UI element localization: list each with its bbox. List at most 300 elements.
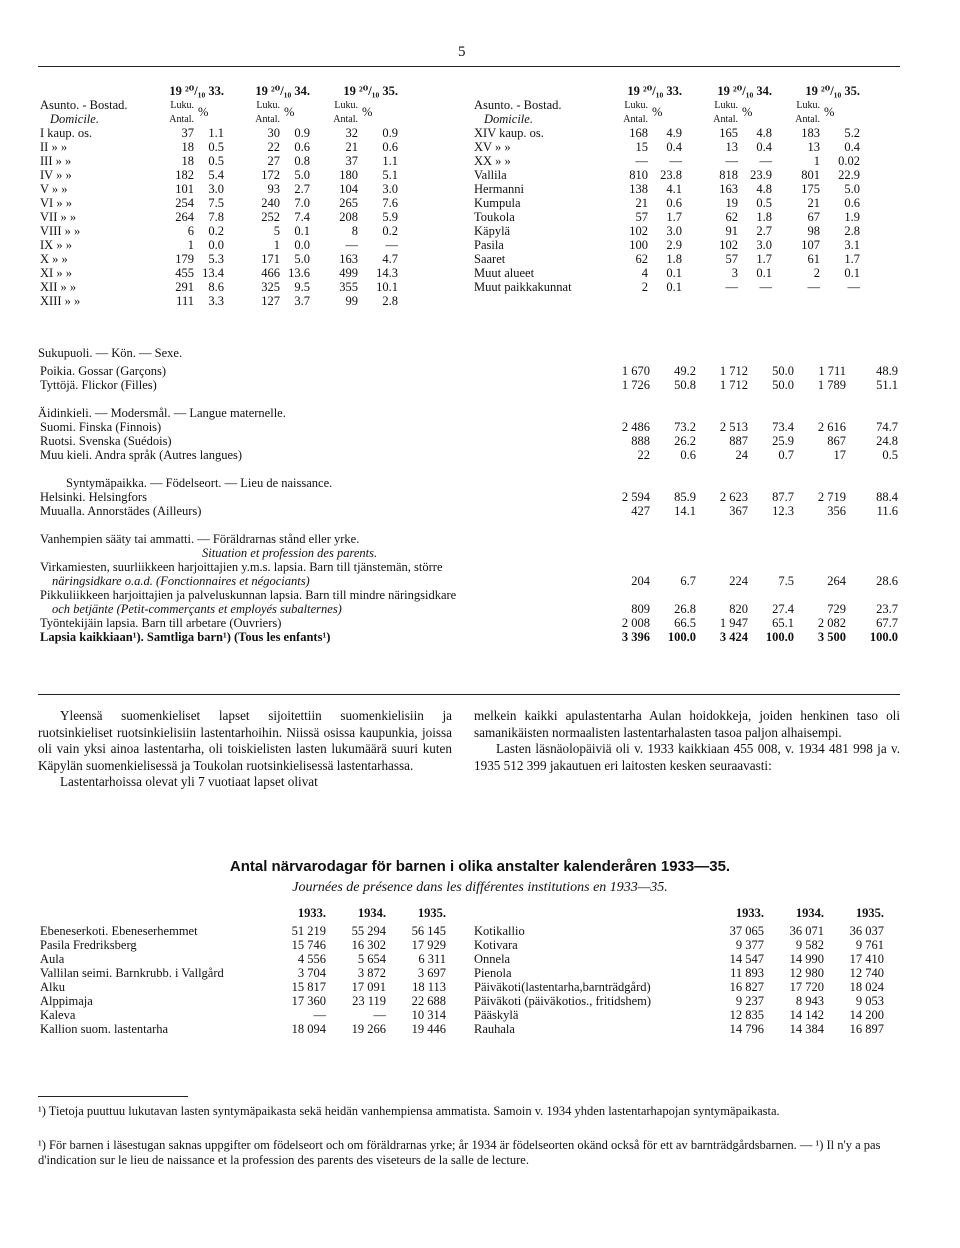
cell-value: 0.6 — [844, 196, 860, 210]
row-label: Alppimaja — [40, 994, 93, 1008]
cell-value: 17 091 — [351, 980, 386, 994]
cell-value: 2 008 — [621, 616, 650, 630]
cell-value: — — [847, 280, 860, 294]
cell-value: 16 827 — [729, 980, 764, 994]
cell-value: 11.6 — [876, 504, 898, 518]
cell-value: 355 — [339, 280, 358, 294]
cell-value: 13 — [725, 140, 738, 154]
cell-value: 21 — [345, 140, 358, 154]
cell-value: 5.9 — [382, 210, 398, 224]
row-label: XI » » — [40, 266, 72, 280]
table-row — [38, 196, 400, 210]
cell-value: — — [759, 154, 772, 168]
row-label: II » » — [40, 140, 68, 154]
cell-value: 499 — [339, 266, 358, 280]
cell-value: 5.4 — [208, 168, 224, 182]
cell-value: 801 — [801, 168, 820, 182]
footnote-2 — [38, 1138, 900, 1168]
row-label: Tyttöjä. Flickor (Filles) — [40, 378, 157, 392]
cell-value: 50.0 — [772, 364, 794, 378]
footnote-2-text: ¹) För barnen i läsestugan saknas uppgifter om födelseort och om föräldrarnas yrke; år 1934 är födelseorten okänd också för ett av barnträdgårdsbarnen. — ¹) Il n'y a pas d'indication sur le lieu de naissance et la profession des parents des viseteurs de la salle de lecture. — [38, 1138, 881, 1167]
cell-value: 179 — [175, 252, 194, 266]
section-subtitle: Situation et profession des parents. — [202, 546, 378, 560]
cell-value: 24.8 — [876, 434, 898, 448]
cell-value: 73.4 — [772, 420, 794, 434]
table-row — [38, 924, 448, 938]
cell-value: 100.0 — [869, 630, 898, 644]
cell-value: 818 — [719, 168, 738, 182]
cell-value: 0.7 — [778, 448, 794, 462]
cell-value: 3 697 — [417, 966, 446, 980]
table-row — [38, 238, 400, 252]
row-label: Työntekijäin lapsia. Barn till arbetare (Ouvriers) — [40, 616, 282, 630]
cell-value: 12 835 — [729, 1008, 764, 1022]
table-row — [38, 1022, 448, 1036]
row-label: Pienola — [474, 966, 512, 980]
cell-value: — — [725, 154, 738, 168]
cell-value: — — [373, 1008, 386, 1022]
table-row — [38, 630, 900, 644]
cell-value: 48.9 — [876, 364, 898, 378]
cell-value: 73.2 — [674, 420, 696, 434]
table-row — [38, 1008, 448, 1022]
cell-value: 2 082 — [817, 616, 846, 630]
section-title: Äidinkieli. — Modersmål. — Langue maternelle. — [38, 406, 286, 420]
cell-value: 0.8 — [294, 154, 310, 168]
cell-value: 24 — [735, 448, 748, 462]
cell-value: 291 — [175, 280, 194, 294]
table-row — [38, 378, 900, 392]
cell-value: 2.9 — [666, 238, 682, 252]
cell-value: 14 384 — [789, 1022, 824, 1036]
top-rule — [38, 66, 900, 67]
footnote-1: ¹) Tietoja puuttuu lukutavan lasten syntymäpaikasta sekä heidän vanhempiensa ammatista. Samoin v. 1934 yhden lastentarhapojan syntymäpaikasta. — [38, 1104, 780, 1118]
summary-sections — [38, 346, 900, 644]
cell-value: 427 — [631, 504, 650, 518]
row-label: Toukola — [474, 210, 515, 224]
cell-value: 2.7 — [294, 182, 310, 196]
cell-value: 356 — [827, 504, 846, 518]
cell-value: 14.3 — [376, 266, 398, 280]
row-label: Käpylä — [474, 224, 511, 238]
table-row — [38, 168, 400, 182]
table-row — [38, 448, 900, 462]
cell-value: 4.1 — [666, 182, 682, 196]
cell-value: 264 — [175, 210, 194, 224]
cell-value: 102 — [719, 238, 738, 252]
cell-value: 3 704 — [297, 966, 326, 980]
year-header: 19 ²⁰/₁₀ 34. — [717, 84, 772, 98]
row-label: XV » » — [474, 140, 511, 154]
cell-value: 1.7 — [666, 210, 682, 224]
year-header: 19 ²⁰/₁₀ 33. — [169, 84, 224, 98]
row-label: Kaleva — [40, 1008, 76, 1022]
cell-value: 810 — [629, 168, 648, 182]
text-column-left — [38, 708, 452, 791]
cell-value: 22 — [637, 448, 650, 462]
attendance-subtitle: Journées de présence dans les différentes institutions en 1933—35. — [292, 880, 668, 895]
cell-value: 93 — [267, 182, 280, 196]
cell-value: 4.9 — [666, 126, 682, 140]
table-row — [472, 140, 862, 154]
cell-value: 23 119 — [352, 994, 386, 1008]
cell-value: 9 761 — [855, 938, 884, 952]
row-label: VI » » — [40, 196, 72, 210]
cell-value: 204 — [631, 574, 650, 588]
cell-value: 91 — [725, 224, 738, 238]
cell-value: — — [669, 154, 682, 168]
cell-value: 18 094 — [291, 1022, 326, 1036]
cell-value: 9.5 — [294, 280, 310, 294]
cell-value: 7.0 — [294, 196, 310, 210]
table-row — [472, 1008, 886, 1022]
row-label: Rauhala — [474, 1022, 515, 1036]
cell-value: — — [759, 280, 772, 294]
cell-value: 30 — [267, 126, 280, 140]
cell-value: 2.8 — [844, 224, 860, 238]
cell-value: 5 654 — [357, 952, 386, 966]
cell-value: 0.5 — [756, 196, 772, 210]
year-header: 19 ²⁰/₁₀ 35. — [343, 84, 398, 98]
year-header: 1933. — [297, 906, 326, 920]
column-label-fr: Domicile. — [484, 112, 533, 126]
cell-value: 1.7 — [756, 252, 772, 266]
row-label-cont: näringsidkare o.a.d. (Fonctionnaires et négociants) — [52, 574, 310, 588]
cell-value: 8 943 — [795, 994, 824, 1008]
cell-value: 127 — [261, 294, 280, 308]
cell-value: 17 360 — [291, 994, 326, 1008]
cell-value: 7.5 — [208, 196, 224, 210]
row-label: Kotivara — [474, 938, 518, 952]
cell-value: 2.8 — [382, 294, 398, 308]
cell-value: 4.8 — [756, 126, 772, 140]
cell-value: 85.9 — [674, 490, 696, 504]
cell-value: 12 980 — [789, 966, 824, 980]
row-label: Kotikallio — [474, 924, 525, 938]
cell-value: 1.9 — [844, 210, 860, 224]
cell-value: 4.8 — [756, 182, 772, 196]
text-column-right — [474, 708, 900, 774]
row-label: XIII » » — [40, 294, 81, 308]
year-header: 1933. — [735, 906, 764, 920]
cell-value: 1.1 — [208, 126, 224, 140]
cell-value: 74.7 — [876, 420, 898, 434]
table-row — [38, 126, 400, 140]
cell-value: 14 142 — [789, 1008, 824, 1022]
row-label: XX » » — [474, 154, 511, 168]
row-label: Pääskylä — [474, 1008, 519, 1022]
cell-value: 25.9 — [772, 434, 794, 448]
table-row — [472, 924, 886, 938]
table-row — [38, 434, 900, 448]
section-title: Vanhempien sääty tai ammatti. — Föräldrarnas stånd eller yrke. — [40, 532, 360, 546]
row-label: III » » — [40, 154, 72, 168]
cell-value: 9 377 — [735, 938, 764, 952]
cell-value: 14 547 — [729, 952, 764, 966]
table-row — [38, 504, 900, 518]
attendance-title: Antal närvarodagar för barnen i olika anstalter kalenderåren 1933—35. — [229, 858, 731, 875]
cell-value: 820 — [729, 602, 748, 616]
cell-value: 88.4 — [876, 490, 898, 504]
cell-value: 5.1 — [382, 168, 398, 182]
cell-value: 26.8 — [674, 602, 696, 616]
cell-value: 0.4 — [844, 140, 860, 154]
section-rule — [38, 694, 900, 695]
cell-value: 168 — [629, 126, 648, 140]
cell-value: — — [807, 280, 820, 294]
cell-value: 107 — [801, 238, 820, 252]
cell-value: 252 — [261, 210, 280, 224]
cell-value: 0.2 — [382, 224, 398, 238]
table-row — [472, 1022, 886, 1036]
cell-value: 2 — [813, 266, 820, 280]
table-row — [38, 140, 400, 154]
row-label: Vallila — [474, 168, 507, 182]
cell-value: 9 237 — [735, 994, 764, 1008]
cell-value: 57 — [725, 252, 738, 266]
section-title: Sukupuoli. — Kön. — Sexe. — [38, 346, 183, 360]
cell-value: 2 594 — [621, 490, 650, 504]
table-row — [38, 490, 900, 504]
year-header: 19 ²⁰/₁₀ 34. — [255, 84, 310, 98]
cell-value: 0.02 — [838, 154, 860, 168]
row-label: Helsinki. Helsingfors — [40, 490, 147, 504]
cell-value: 32 — [345, 126, 358, 140]
row-label: X » » — [40, 252, 68, 266]
cell-value: 51 219 — [291, 924, 326, 938]
cell-value: 0.1 — [666, 266, 682, 280]
cell-value: 367 — [729, 504, 748, 518]
cell-value: 7.8 — [208, 210, 224, 224]
cell-value: 12.3 — [772, 504, 794, 518]
cell-value: 7.4 — [294, 210, 310, 224]
cell-value: 65.1 — [772, 616, 794, 630]
cell-value: 57 — [635, 210, 648, 224]
cell-value: 9 053 — [855, 994, 884, 1008]
cell-value: 87.7 — [772, 490, 794, 504]
cell-value: 100.0 — [667, 630, 696, 644]
cell-value: 3.1 — [844, 238, 860, 252]
cell-value: — — [345, 238, 358, 252]
row-label: VIII » » — [40, 224, 81, 238]
row-label: Aula — [40, 952, 65, 966]
page-number: 5 — [458, 44, 466, 60]
table-row — [38, 980, 448, 994]
cell-value: 3.3 — [208, 294, 224, 308]
cell-value: 172 — [261, 168, 280, 182]
cell-value: 2 — [641, 280, 648, 294]
cell-value: 3.0 — [666, 224, 682, 238]
row-label: Virkamiesten, suurliikkeen harjoittajien y.m.s. lapsia. Barn till tjänstemän, större — [40, 560, 443, 574]
table-row — [38, 602, 900, 616]
cell-value: 6 311 — [418, 952, 446, 966]
row-label: Päiväkoti (päiväkotios., fritidshem) — [474, 994, 652, 1008]
cell-value: 67 — [807, 210, 820, 224]
year-header: 1934. — [795, 906, 824, 920]
cell-value: 5 — [273, 224, 280, 238]
table-row — [38, 266, 400, 280]
cell-value: 62 — [725, 210, 738, 224]
cell-value: 62 — [635, 252, 648, 266]
table-row — [472, 238, 862, 252]
cell-value: 729 — [827, 602, 846, 616]
cell-value: 101 — [175, 182, 194, 196]
cell-value: 5.0 — [844, 182, 860, 196]
footnote-rule — [38, 1096, 188, 1097]
cell-value: 9 582 — [795, 938, 824, 952]
cell-value: 8 — [351, 224, 358, 238]
cell-value: 163 — [719, 182, 738, 196]
row-label: I kaup. os. — [40, 126, 93, 140]
table-row — [38, 616, 900, 630]
cell-value: 5.3 — [208, 252, 224, 266]
paragraph: melkein kaikki apulastentarha Aulan hoidokkeja, joiden henkinen taso oli samanikäisten normaalisten lastentarhalasten tasoa paljon alhaisempi. — [474, 708, 900, 740]
cell-value: 27.4 — [772, 602, 794, 616]
year-header: 19 ²⁰/₁₀ 35. — [805, 84, 860, 98]
cell-value: 22 — [267, 140, 280, 154]
cell-value: 5.2 — [844, 126, 860, 140]
cell-value: 14 200 — [849, 1008, 884, 1022]
cell-value: 17 410 — [849, 952, 884, 966]
cell-value: 102 — [629, 224, 648, 238]
cell-value: 2 513 — [719, 420, 748, 434]
cell-value: 2 486 — [621, 420, 650, 434]
year-header: 19 ²⁰/₁₀ 33. — [627, 84, 682, 98]
cell-value: 3.0 — [382, 182, 398, 196]
cell-value: 3 — [731, 266, 738, 280]
attendance-table-left — [38, 906, 448, 1036]
row-label: Saaret — [474, 252, 506, 266]
cell-value: 1 947 — [719, 616, 748, 630]
cell-value: 7.6 — [382, 196, 398, 210]
year-header: 1935. — [855, 906, 884, 920]
cell-value: 8.6 — [208, 280, 224, 294]
cell-value: 99 — [345, 294, 358, 308]
cell-value: 0.5 — [882, 448, 898, 462]
cell-value: 0.6 — [294, 140, 310, 154]
table-row — [38, 252, 400, 266]
cell-value: — — [385, 238, 398, 252]
cell-value: 10.1 — [376, 280, 398, 294]
paragraph: Lasten läsnäolopäiviä oli v. 1933 kaikkiaan 455 008, v. 1934 481 998 ja v. 1935 512 399 jakautuen eri laitosten kesken seuraavasti: — [474, 741, 900, 773]
row-label: XIV kaup. os. — [474, 126, 544, 140]
table-row — [472, 126, 862, 140]
table-row — [38, 280, 400, 294]
cell-value: 163 — [339, 252, 358, 266]
table-row — [472, 266, 862, 280]
table-row — [472, 952, 886, 966]
row-label: Muut paikkakunnat — [474, 280, 572, 294]
cell-value: 2.7 — [756, 224, 772, 238]
column-label: Asunto. - Bostad. — [40, 98, 128, 112]
cell-value: 0.0 — [208, 238, 224, 252]
cell-value: 183 — [801, 126, 820, 140]
cell-value: 17 — [833, 448, 846, 462]
cell-value: — — [725, 280, 738, 294]
cell-value: 6 — [187, 224, 194, 238]
cell-value: 13.6 — [288, 266, 310, 280]
cell-value: 3 424 — [719, 630, 748, 644]
table-row — [472, 252, 862, 266]
row-label: Alku — [40, 980, 65, 994]
table-row — [472, 182, 862, 196]
cell-value: 15 817 — [291, 980, 326, 994]
cell-value: 67.7 — [876, 616, 898, 630]
cell-value: 4.7 — [382, 252, 398, 266]
cell-value: 175 — [801, 182, 820, 196]
cell-value: 19 266 — [351, 1022, 386, 1036]
cell-value: 15 746 — [291, 938, 326, 952]
cell-value: 0.9 — [382, 126, 398, 140]
row-label: Muu kieli. Andra språk (Autres langues) — [40, 448, 243, 462]
cell-value: 16 897 — [849, 1022, 884, 1036]
row-label: Poikia. Gossar (Garçons) — [40, 364, 167, 378]
cell-value: 182 — [175, 168, 194, 182]
cell-value: 887 — [729, 434, 748, 448]
table-row — [38, 994, 448, 1008]
row-label: Ruotsi. Svenska (Suédois) — [40, 434, 172, 448]
cell-value: 1.8 — [756, 210, 772, 224]
section-title: Syntymäpaikka. — Födelseort. — Lieu de naissance. — [66, 476, 333, 490]
cell-value: 27 — [267, 154, 280, 168]
table-row — [472, 168, 862, 182]
cell-value: 1.1 — [382, 154, 398, 168]
row-label: Päiväkoti(lastentarha,barnträdgård) — [474, 980, 651, 994]
year-header: 1935. — [417, 906, 446, 920]
cell-value: 100 — [629, 238, 648, 252]
cell-value: 55 294 — [351, 924, 386, 938]
district-table-right: 19 ²⁰/₁₀ 33. 19 ²⁰/₁₀ 34. 19 ²⁰/₁₀ 35. Asunto. - Bostad. Luku. % Luku. % Luku. % Domicile. Antal. Antal. Antal. XIV kaup. os. 168 4.9 165 4.8 183 5.2 XV » » 15 0.4 13 0.4 13 0.4 XX » » — — — — 1 0.02 Vallila 810 23.8 818 23.9 801 22.9 Hermanni 138 4.1 163 4.8 175 5.0 Kumpula 21 0.6 19 0.5 21 0.6 Toukola 57 1.7 62 1.8 67 1.9 Käpylä 102 3.0 91 2.7 98 2.8 Pasila 100 2.9 102 3.0 107 3.1 Saaret 62 1.8 57 1.7 61 1.7 Muut alueet 4 0.1 3 0.1 2 0.1 Muut paikkakunnat 2 0.1 — — — — — [474, 84, 860, 294]
cell-value: 21 — [635, 196, 648, 210]
cell-value: 165 — [719, 126, 738, 140]
cell-value: 254 — [175, 196, 194, 210]
column-label: Asunto. - Bostad. — [474, 98, 562, 112]
cell-value: 51.1 — [876, 378, 898, 392]
table-row — [38, 952, 448, 966]
row-label: Vallilan seimi. Barnkrubb. i Vallgård — [40, 966, 224, 980]
cell-value: 18 — [181, 154, 194, 168]
cell-value: 19 446 — [411, 1022, 446, 1036]
row-label: Ebeneserkoti. Ebeneserhemmet — [40, 924, 198, 938]
cell-value: 0.4 — [666, 140, 682, 154]
cell-value: 138 — [629, 182, 648, 196]
cell-value: 36 037 — [849, 924, 884, 938]
cell-value: 21 — [807, 196, 820, 210]
cell-value: 208 — [339, 210, 358, 224]
cell-value: 50.0 — [772, 378, 794, 392]
cell-value: 4 — [641, 266, 648, 280]
row-label: Onnela — [474, 952, 511, 966]
cell-value: 0.6 — [382, 140, 398, 154]
cell-value: 14 990 — [789, 952, 824, 966]
cell-value: 16 302 — [351, 938, 386, 952]
cell-value: 14 796 — [729, 1022, 764, 1036]
cell-value: 0.1 — [666, 280, 682, 294]
row-label: V » » — [40, 182, 68, 196]
cell-value: 0.9 — [294, 126, 310, 140]
row-label: Muut alueet — [474, 266, 535, 280]
row-label: Suomi. Finska (Finnois) — [40, 420, 162, 434]
cell-value: 23.9 — [750, 168, 772, 182]
row-label: Pasila Fredriksberg — [40, 938, 137, 952]
cell-value: 26.2 — [674, 434, 696, 448]
cell-value: 18 — [181, 140, 194, 154]
table-row — [472, 224, 862, 238]
table-row — [38, 364, 900, 378]
cell-value: 240 — [261, 196, 280, 210]
cell-value: 3.0 — [756, 238, 772, 252]
table-row — [38, 182, 400, 196]
